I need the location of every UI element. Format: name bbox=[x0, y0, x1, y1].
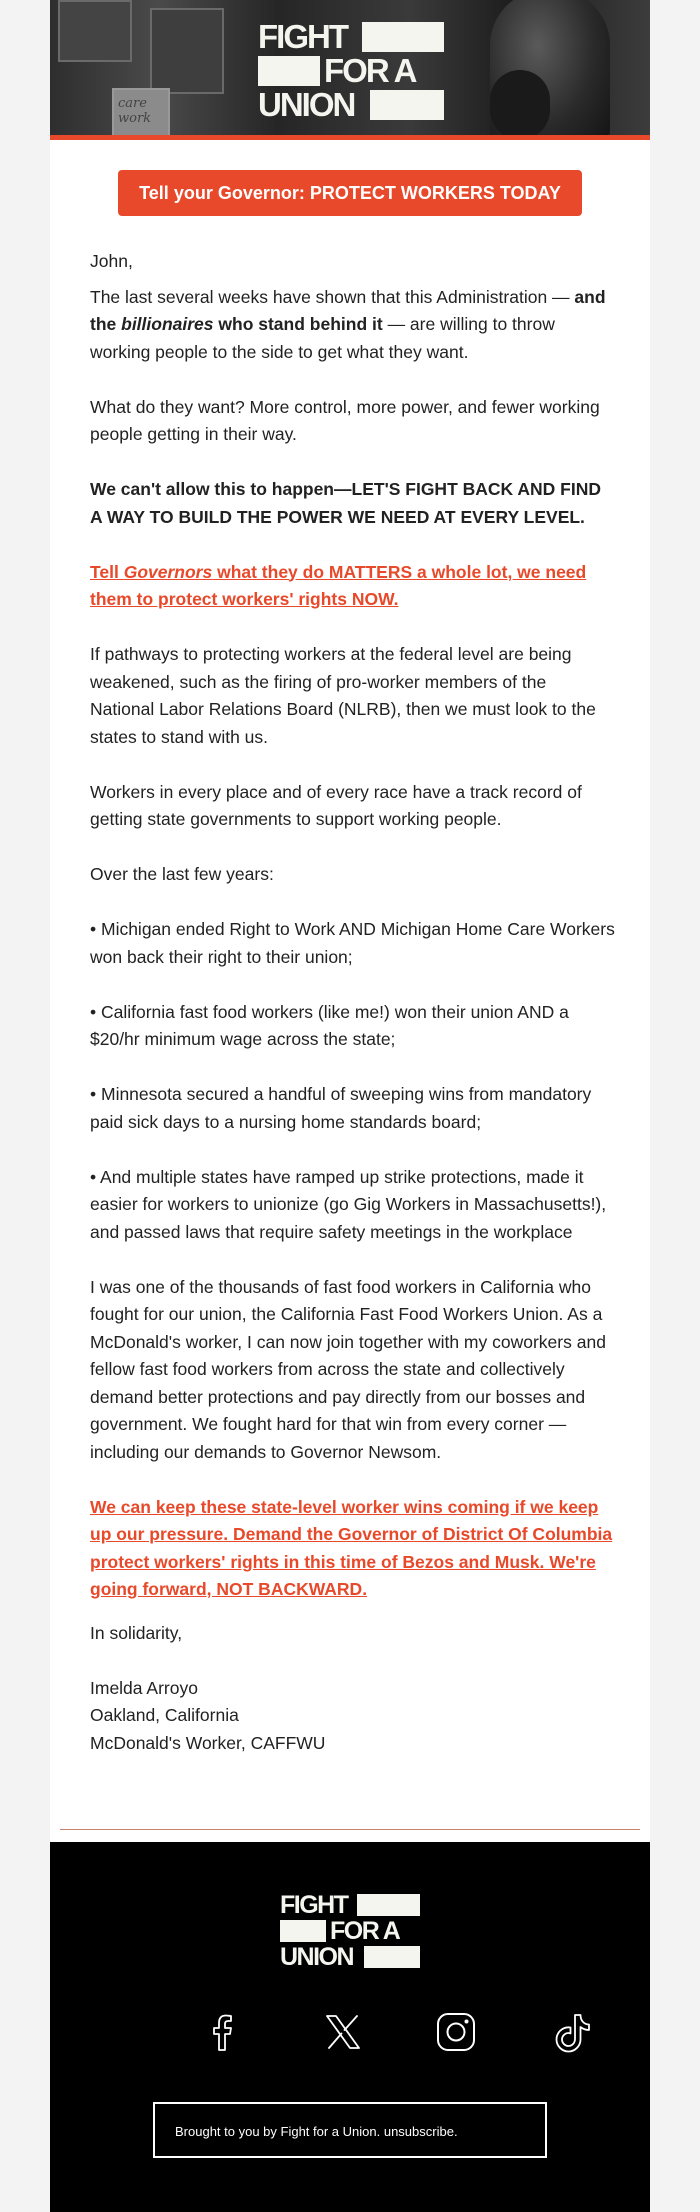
footer-logo[interactable] bbox=[280, 1891, 420, 1971]
divider bbox=[60, 1829, 640, 1830]
signoff: In solidarity, bbox=[90, 1622, 183, 1643]
paragraph: If pathways to protecting workers at the federal level are being weakened, such as the firing of pro-worker members of the National Labor Relations Board (NLRB), then we must look to the states to stand with us. bbox=[90, 644, 596, 747]
logo-block bbox=[258, 56, 320, 86]
hero-banner bbox=[50, 0, 650, 140]
instagram-icon[interactable] bbox=[434, 2010, 478, 2054]
paragraph: What do they want? More control, more power, and fewer working people getting in their way. bbox=[90, 396, 600, 444]
footer-notice bbox=[153, 2102, 547, 2158]
list-item: • And multiple states have ramped up strike protections, made it easier for workers to unionize (go Gig Workers in Massachusetts!), and passed laws that require safety meetings in the workplace bbox=[90, 1166, 607, 1242]
sign-text: care work bbox=[118, 96, 152, 126]
protest-sign bbox=[58, 0, 132, 62]
text: The last several weeks have shown that this Administration — bbox=[90, 286, 570, 307]
facebook-icon[interactable] bbox=[200, 2010, 244, 2054]
text: who stand behind it bbox=[218, 314, 383, 334]
greeting: John, bbox=[90, 251, 133, 271]
governor-link-1[interactable] bbox=[90, 559, 615, 614]
text: Governors bbox=[123, 561, 213, 582]
logo-block bbox=[362, 22, 444, 52]
logo-block bbox=[370, 90, 444, 120]
list-item: • California fast food workers (like me!) won their union AND a $20/hr minimum wage across the state; bbox=[90, 1001, 569, 1049]
logo-line: FOR A bbox=[324, 52, 416, 89]
text: what they do MATTERS a whole lot, we need them to protect workers' rights NOW. bbox=[90, 561, 587, 609]
protest-sign bbox=[112, 88, 170, 140]
email-container bbox=[50, 0, 650, 2212]
paragraph: Over the last few years: bbox=[90, 864, 274, 884]
text: LET'S FIGHT BACK AND FIND A WAY TO BUILD THE POWER WE NEED AT EVERY LEVEL. bbox=[90, 479, 601, 527]
logo-block bbox=[280, 1920, 326, 1942]
logo-line: UNION bbox=[258, 86, 355, 123]
notice-text: Brought to you by Fight for a Union. bbox=[175, 2124, 384, 2139]
list-item: • Minnesota secured a handful of sweeping wins from mandatory paid sick days to a nursing home standards board; bbox=[90, 1084, 592, 1132]
text: and the bbox=[90, 286, 606, 334]
signature-place: Oakland, California bbox=[90, 1705, 239, 1725]
accent-bar bbox=[50, 135, 650, 140]
logo-block bbox=[364, 1946, 420, 1968]
notice-text: . bbox=[453, 2124, 458, 2139]
fight-for-a-union-logo[interactable] bbox=[258, 18, 444, 123]
logo-line: FIGHT bbox=[280, 1891, 348, 1919]
signature-name: Imelda Arroyo bbox=[90, 1677, 198, 1698]
logo-block bbox=[357, 1894, 420, 1916]
protest-sign bbox=[150, 8, 224, 94]
logo-line: FIGHT bbox=[258, 18, 347, 55]
governor-link-2[interactable]: We can keep these state-level worker wins coming if we keep up our pressure. Demand the Governor of District Of Columbia protect workers' rights in this time of Bezos and Musk. We're going forward, NOT BACKWARD. bbox=[90, 1496, 613, 1599]
email-body bbox=[90, 248, 615, 1757]
text: — are willing to throw working people to the side to get what they want. bbox=[90, 314, 555, 362]
unsubscribe-link[interactable]: unsubscribe bbox=[383, 2124, 454, 2139]
paragraph bbox=[90, 476, 615, 531]
paragraph: Workers in every place and of every race have a track record of getting state governments to support working people. bbox=[90, 781, 582, 829]
tiktok-icon[interactable] bbox=[552, 2010, 596, 2054]
text: We can't allow this to happen— bbox=[90, 479, 352, 499]
protester-photo bbox=[490, 70, 550, 140]
x-icon[interactable] bbox=[321, 2010, 365, 2054]
logo-line: FOR A bbox=[330, 1917, 400, 1945]
text: Tell bbox=[90, 561, 124, 582]
protect-workers-cta-button[interactable]: Tell your Governor: PROTECT WORKERS TODAY bbox=[118, 170, 582, 216]
paragraph bbox=[90, 284, 615, 367]
text: billionaires bbox=[121, 314, 214, 334]
footer bbox=[50, 1842, 650, 2212]
logo-line: UNION bbox=[280, 1943, 354, 1971]
signature-role: McDonald's Worker, CAFFWU bbox=[90, 1732, 326, 1753]
list-item: • Michigan ended Right to Work AND Michigan Home Care Workers won back their right to their union; bbox=[90, 919, 615, 967]
paragraph: I was one of the thousands of fast food workers in California who fought for our union, the California Fast Food Workers Union. As a McDonald's worker, I can now join together with my coworkers and fellow fast food workers from across the state and collectively demand better protections and pay directly from our bosses and government. We fought hard for that win from every corner — including our demands to Governor Newsom. bbox=[90, 1276, 606, 1462]
